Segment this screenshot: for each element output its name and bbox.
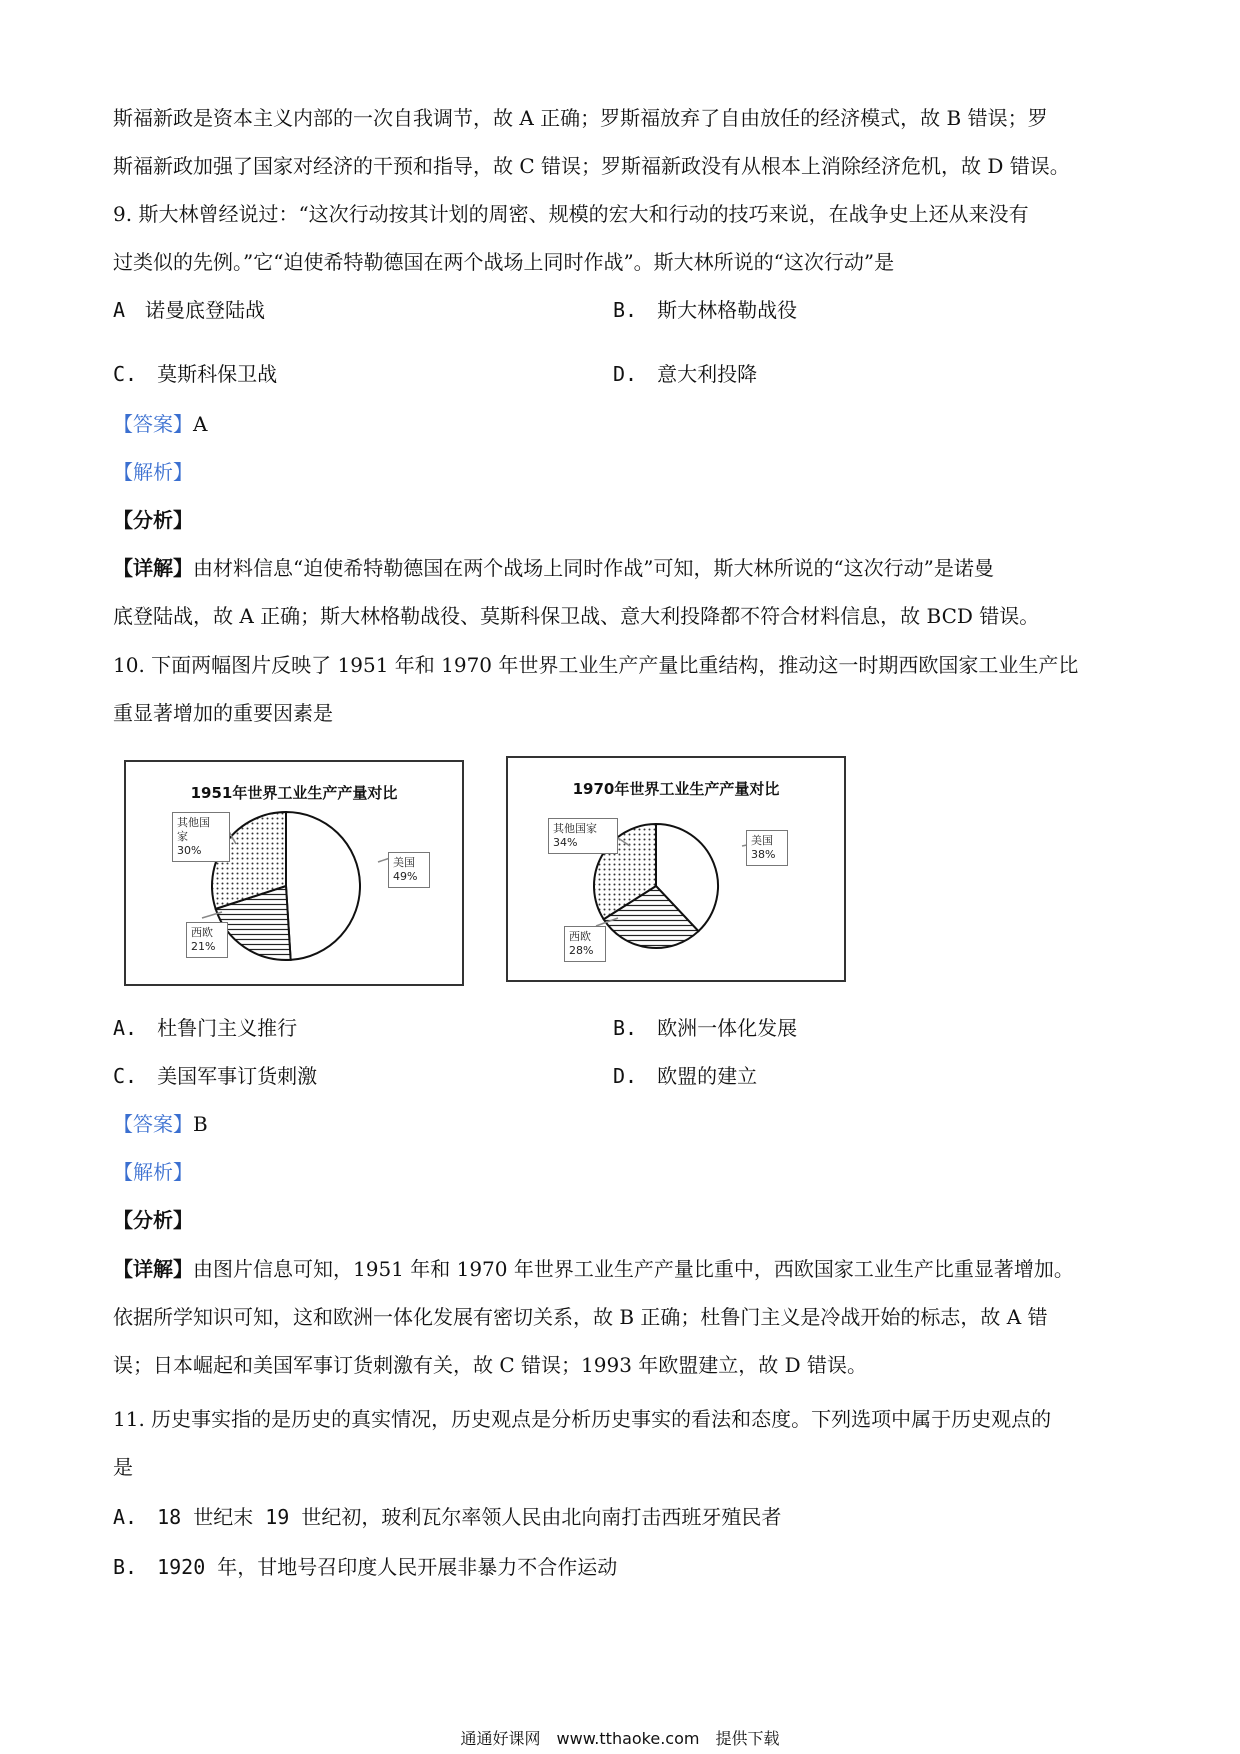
q9-explanation: [113, 554, 994, 582]
pie-chart-1970: [508, 758, 844, 980]
text-line: 斯福新政是资本主义内部的一次自我调节，故 A 正确；罗斯福放弃了自由放任的经济模式，故 B 错误；罗: [113, 106, 1048, 130]
chart-title: 1970年世界工业生产产量对比: [572, 780, 780, 798]
q10-option-a: A. 杜鲁门主义推行: [113, 1016, 298, 1040]
question-9-stem: 9. 斯大林曾经说过：“这次行动按其计划的周密、规模的宏大和行动的技巧来说，在战争史上还从来没有: [113, 202, 1029, 226]
q10-fenxi: 【分析】: [113, 1208, 193, 1232]
question-11-stem: 是: [113, 1455, 133, 1479]
callout-west-europe: [564, 926, 606, 962]
q10-explanation: [113, 1255, 1074, 1283]
callout-label: 家: [177, 830, 188, 843]
callout-label: 其他国: [177, 816, 210, 829]
question-10-stem: 10. 下面两幅图片反映了 1951 年和 1970 年世界工业生产产量比重结构，推动这一时期西欧国家工业生产比: [113, 653, 1079, 677]
callout-us: [746, 830, 788, 866]
pie-slice: [286, 812, 360, 960]
q9-option-d: D. 意大利投降: [613, 362, 758, 386]
q10-option-b: B. 欧洲一体化发展: [613, 1016, 798, 1040]
q11-option-a: A. 18 世纪末 19 世纪初，玻利瓦尔率领人民由北向南打击西班牙殖民者: [113, 1505, 782, 1529]
q10-option-d: D. 欧盟的建立: [613, 1064, 758, 1088]
chart-1951: [124, 760, 464, 986]
q10-answer: [113, 1110, 208, 1138]
callout-label: 其他国家: [553, 822, 597, 835]
callout-value: 49%: [393, 870, 418, 883]
callout-us: [388, 852, 430, 888]
q9-option-c: C. 莫斯科保卫战: [113, 362, 278, 386]
explanation-tag: 【详解】: [113, 556, 193, 580]
chart-title: 1951年世界工业生产产量对比: [190, 784, 398, 802]
callout-label: 西欧: [569, 930, 591, 943]
q11-option-b: B. 1920 年，甘地号召印度人民开展非暴力不合作运动: [113, 1555, 618, 1579]
callout-label: 美国: [751, 834, 773, 847]
callout-value: 38%: [751, 848, 776, 861]
question-10-stem: 重显著增加的重要因素是: [113, 701, 333, 725]
q9-answer: [113, 410, 207, 438]
q10-jiexi: 【解析】: [113, 1160, 193, 1184]
callout-value: 21%: [191, 940, 216, 953]
explanation-text: 由材料信息“迫使希特勒德国在两个战场上同时作战”可知，斯大林所说的“这次行动”是诺曼: [193, 556, 994, 580]
callout-other: [548, 818, 618, 854]
callout-value: 34%: [553, 836, 578, 849]
q9-jiexi: 【解析】: [113, 460, 193, 484]
answer-tag: 【答案】: [113, 1112, 193, 1136]
q10-option-c: C. 美国军事订货刺激: [113, 1064, 318, 1088]
answer-tag: 【答案】: [113, 412, 193, 436]
callout-west-europe: [186, 922, 228, 958]
callout-label: 西欧: [191, 926, 213, 939]
explanation-text: 由图片信息可知，1951 年和 1970 年世界工业生产产量比重中，西欧国家工业生产比重显著增加。: [193, 1257, 1074, 1281]
callout-value: 30%: [177, 844, 202, 857]
question-9-stem: 过类似的先例。”它“迫使希特勒德国在两个战场上同时作战”。斯大林所说的“这次行动”是: [113, 250, 895, 274]
explanation-tag: 【详解】: [113, 1257, 193, 1281]
text-line: 斯福新政加强了国家对经济的干预和指导，故 C 错误；罗斯福新政没有从根本上消除经济危机，故 D 错误。: [113, 154, 1070, 178]
question-11-stem: 11. 历史事实指的是历史的真实情况，历史观点是分析历史事实的看法和态度。下列选项中属于历史观点的: [113, 1407, 1052, 1431]
q10-explanation-cont: 误；日本崛起和美国军事订货刺激有关，故 C 错误；1993 年欧盟建立，故 D 错误。: [113, 1353, 868, 1377]
answer-value: B: [193, 1112, 208, 1136]
callout-value: 28%: [569, 944, 594, 957]
q10-explanation-cont: 依据所学知识可知，这和欧洲一体化发展有密切关系，故 B 正确；杜鲁门主义是冷战开始的标志，故 A 错: [113, 1305, 1048, 1329]
answer-value: A: [193, 412, 208, 436]
footer: 通通好课网 www.tthaoke.com 提供下载: [460, 1729, 780, 1748]
callout-other: [172, 812, 230, 862]
q9-explanation-cont: 底登陆战，故 A 正确；斯大林格勒战役、莫斯科保卫战、意大利投降都不符合材料信息，故 BCD 错误。: [113, 604, 1040, 628]
callout-label: 美国: [393, 856, 415, 869]
q9-option-b: B. 斯大林格勒战役: [613, 298, 798, 322]
q9-option-a: A 诺曼底登陆战: [113, 298, 266, 322]
q9-fenxi: 【分析】: [113, 508, 193, 532]
chart-1970: [506, 756, 846, 982]
